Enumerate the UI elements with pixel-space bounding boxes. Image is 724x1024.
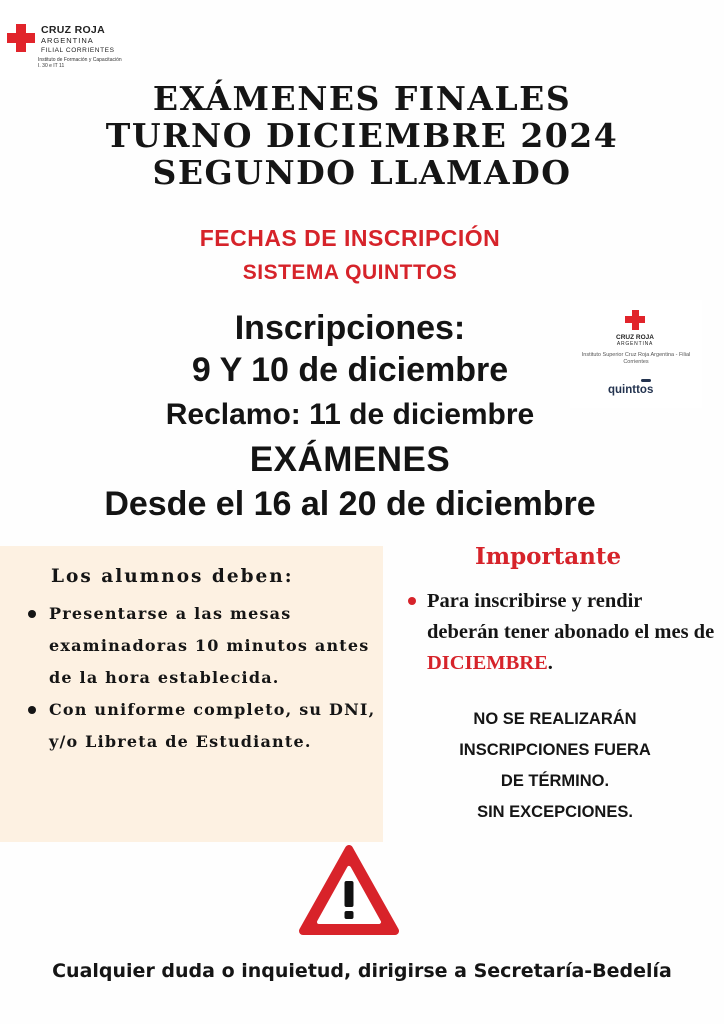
logo-r-institute: Instituto Superior Cruz Roja Argentina - Filial Corrientes: [581, 352, 691, 365]
title-line-1: EXÁMENES FINALES: [152, 79, 572, 118]
logo-r-name: CRUZ ROJA: [616, 334, 654, 341]
title-line-2: TURNO DICIEMBRE 2024: [105, 116, 619, 155]
important-text-end: .: [547, 652, 553, 674]
logo-branch: FILIAL CORRIENTES: [41, 47, 115, 54]
red-cross-icon-vertical: [16, 24, 26, 52]
subtitle-dates: FECHAS DE INSCRIPCIÓN: [199, 225, 501, 251]
list-item-text: Presentarse a las mesas examinadoras 10 minutos antes de la hora establecida.: [49, 604, 370, 687]
reclamo-date: Reclamo: 11 de diciembre: [165, 398, 535, 431]
notice-line-1: NO SE REALIZARÁN: [473, 710, 637, 728]
cruz-roja-logo: [0, 0, 140, 80]
title-line-3: SEGUNDO LLAMADO: [152, 153, 572, 192]
logo-name: CRUZ ROJA: [41, 24, 105, 36]
students-list: [24, 598, 379, 758]
notice-line-4: SIN EXCEPCIONES.: [477, 803, 633, 821]
red-cross-icon-vertical: [632, 310, 639, 330]
notice-block: [410, 704, 700, 828]
important-title: Importante: [475, 543, 622, 570]
notice-line-2: INSCRIPCIONES FUERA: [459, 741, 651, 759]
list-item-text: Con uniforme completo, su DNI, y/o Libreta de Estudiante.: [49, 700, 376, 751]
examenes-dates: Desde el 16 al 20 de diciembre: [104, 485, 596, 523]
quinttos-logo: [570, 300, 702, 408]
inscripciones-label: Inscripciones:: [234, 309, 466, 347]
list-item: [24, 598, 379, 694]
quinttos-brand: quinttos: [608, 384, 654, 396]
warning-triangle-icon: [298, 843, 400, 939]
page-title: [0, 80, 724, 191]
logo-institute: [38, 57, 138, 69]
important-highlight: DICIEMBRE: [427, 652, 548, 674]
bullet-icon: [28, 706, 36, 714]
logo-country: ARGENTINA: [41, 36, 94, 45]
logo-institute-name: Instituto de Formación y Capacitación: [38, 57, 122, 63]
important-text: [427, 586, 717, 679]
students-heading: Los alumnos deben:: [51, 566, 294, 587]
logo-institute-code: I. 30 e IT 11: [38, 63, 65, 69]
important-text-main: Para inscribirse y rendir deberán tener abonado el mes de: [427, 590, 715, 643]
bullet-icon: [408, 597, 416, 605]
list-item: [24, 694, 379, 758]
notice-line-3: DE TÉRMINO.: [500, 772, 610, 790]
subtitle-system: SISTEMA QUINTTOS: [242, 261, 458, 284]
bullet-icon: [28, 610, 36, 618]
inscripciones-dates: 9 Y 10 de diciembre: [191, 351, 509, 389]
examenes-label: EXÁMENES: [249, 440, 451, 479]
quinttos-hat-icon: [641, 379, 651, 382]
logo-r-country: ARGENTINA: [616, 341, 654, 347]
footer-note: Cualquier duda o inquietud, dirigirse a Secretaría-Bedelía: [52, 960, 672, 982]
